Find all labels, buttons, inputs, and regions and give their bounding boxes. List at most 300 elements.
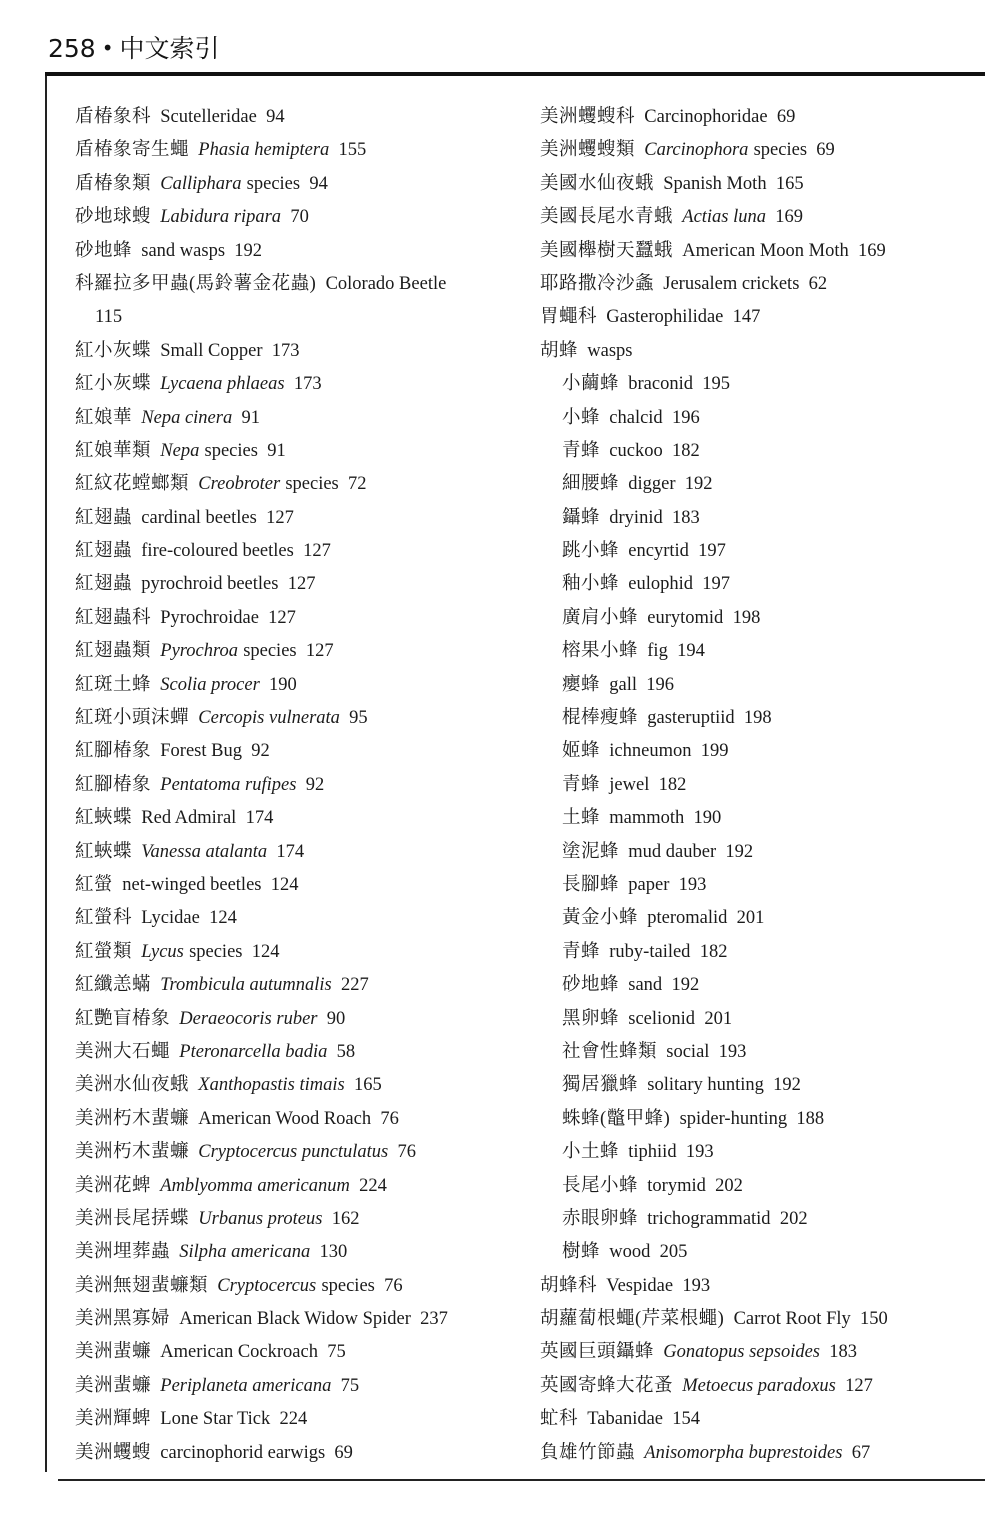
index-subentry bbox=[540, 1203, 980, 1236]
entry-page: 76 bbox=[397, 1142, 416, 1163]
entry-term-zh: 社會性蜂類 bbox=[562, 1041, 658, 1062]
entry-page: 91 bbox=[267, 440, 286, 461]
entry-term-en: American Moon Moth bbox=[682, 240, 849, 261]
entry-page: 58 bbox=[336, 1041, 356, 1062]
entry-term-zh: 紅娘華 bbox=[75, 407, 133, 428]
index-entry bbox=[75, 1203, 520, 1236]
entry-term-zh: 紅斑土蜂 bbox=[75, 674, 152, 695]
entry-page: 224 bbox=[359, 1175, 387, 1196]
entry-term-zh: 胡蜂科 bbox=[540, 1275, 598, 1296]
index-entry bbox=[540, 1403, 980, 1436]
entry-term-en: jewel bbox=[609, 774, 650, 795]
entry-page: 192 bbox=[773, 1075, 801, 1096]
entry-term-en: Lycidae bbox=[141, 908, 200, 929]
entry-term-zh: 美洲蜚蠊 bbox=[75, 1375, 152, 1396]
entry-term-zh: 長腳蜂 bbox=[562, 874, 620, 895]
entry-term-en: pyrochroid beetles bbox=[141, 574, 279, 595]
entry-term-en: mud dauber bbox=[628, 841, 717, 862]
entry-term-en: species bbox=[243, 641, 297, 662]
entry-term-zh: 榕果小蜂 bbox=[562, 641, 639, 662]
entry-page: 76 bbox=[380, 1108, 399, 1129]
entry-term-zh: 小蜂 bbox=[562, 407, 601, 428]
index-entry bbox=[75, 535, 520, 568]
entry-term-en: chalcid bbox=[609, 407, 663, 428]
entry-term-zh: 美國長尾水青蛾 bbox=[540, 207, 674, 228]
section-title: 中文索引 bbox=[119, 34, 220, 63]
index-entry bbox=[75, 1336, 520, 1369]
entry-page: 198 bbox=[743, 708, 772, 729]
index-column-left bbox=[75, 101, 520, 1470]
index-subentry bbox=[540, 502, 980, 535]
index-entry bbox=[540, 201, 980, 234]
index-subentry bbox=[540, 869, 980, 902]
entry-term-zh: 美洲蠼螋 bbox=[75, 1442, 152, 1463]
entry-page: 124 bbox=[209, 908, 237, 929]
index-entry bbox=[75, 435, 520, 468]
entry-page: 130 bbox=[319, 1242, 348, 1263]
index-entry bbox=[540, 301, 980, 334]
index-entry bbox=[75, 402, 520, 435]
page-header bbox=[48, 33, 220, 66]
index-entry bbox=[75, 101, 520, 134]
index-entry bbox=[75, 969, 520, 1002]
entry-term-en: species bbox=[753, 140, 808, 161]
entry-page: 193 bbox=[682, 1275, 711, 1296]
entry-term-en: Scutelleridae bbox=[160, 107, 257, 127]
entry-page: 76 bbox=[384, 1275, 403, 1296]
index-entry bbox=[75, 502, 520, 535]
entry-term-en: cardinal beetles bbox=[141, 507, 257, 528]
entry-term-zh: 紅腳椿象 bbox=[75, 741, 152, 762]
entry-term-zh: 紅翅蟲科 bbox=[75, 607, 152, 628]
entry-term-zh: 美洲蠼螋類 bbox=[540, 140, 636, 161]
entry-term-zh: 紅螢類 bbox=[75, 941, 133, 962]
entry-term-en: braconid bbox=[628, 374, 693, 395]
index-subentry bbox=[540, 969, 980, 1002]
entry-page: 195 bbox=[702, 374, 730, 395]
entry-term-en: Pyrochroidae bbox=[160, 607, 259, 628]
entry-page: 67 bbox=[851, 1442, 871, 1463]
index-entry bbox=[540, 268, 980, 301]
entry-term-latin: Labidura ripara bbox=[160, 207, 282, 228]
entry-term-latin: Gonatopus sepsoides bbox=[663, 1342, 821, 1363]
entry-term-zh: 美國水仙夜蛾 bbox=[540, 173, 655, 194]
entry-term-zh: 美洲埋葬蟲 bbox=[75, 1242, 171, 1263]
entry-term-en: species bbox=[321, 1275, 375, 1296]
entry-term-en: Red Admiral bbox=[141, 808, 237, 829]
index-subentry bbox=[540, 836, 980, 869]
entry-term-zh: 美洲蠼螋科 bbox=[540, 107, 636, 127]
entry-page: 72 bbox=[348, 474, 367, 495]
entry-page: 197 bbox=[702, 574, 731, 595]
entry-term-latin: Pteronarcella badia bbox=[179, 1041, 328, 1062]
entry-page: 155 bbox=[338, 140, 367, 161]
entry-term-latin: Cercopis vulnerata bbox=[198, 708, 340, 729]
entry-term-zh: 胡蘿蔔根蠅(芹菜根蠅) bbox=[540, 1309, 725, 1330]
index-subentry bbox=[540, 402, 980, 435]
entry-page: 183 bbox=[829, 1342, 858, 1363]
entry-term-en: solitary hunting bbox=[647, 1075, 764, 1096]
index-subentry bbox=[540, 1170, 980, 1203]
entry-term-en: dryinid bbox=[609, 507, 663, 528]
entry-term-latin: Cryptocercus bbox=[217, 1275, 317, 1296]
entry-term-zh: 美洲黑寡婦 bbox=[75, 1309, 171, 1330]
entry-term-zh: 蛛蜂(鼈甲蜂) bbox=[562, 1108, 671, 1129]
entry-term-en: species bbox=[189, 941, 243, 962]
entry-page: 75 bbox=[327, 1342, 346, 1363]
index-entry bbox=[75, 735, 520, 768]
index-entry bbox=[75, 134, 520, 167]
entry-term-latin: Metoecus paradoxus bbox=[682, 1375, 836, 1396]
index-entry bbox=[75, 902, 520, 935]
index-entry bbox=[540, 235, 980, 268]
index-subentry bbox=[540, 602, 980, 635]
index-subentry bbox=[540, 635, 980, 668]
entry-term-zh: 負雄竹節蟲 bbox=[540, 1442, 636, 1463]
entry-term-en: pteromalid bbox=[647, 908, 728, 929]
entry-page: 201 bbox=[704, 1008, 733, 1029]
entry-term-en: species bbox=[246, 173, 301, 194]
index-subentry bbox=[540, 936, 980, 969]
entry-page: 62 bbox=[808, 273, 828, 294]
index-subentry bbox=[540, 702, 980, 735]
entry-page: 70 bbox=[290, 207, 309, 228]
entry-page: 196 bbox=[671, 407, 700, 428]
index-entry bbox=[75, 568, 520, 601]
entry-term-en: ichneumon bbox=[609, 741, 692, 762]
page-number: 258 bbox=[48, 34, 96, 63]
entry-term-zh: 紅螢科 bbox=[75, 908, 133, 929]
entry-term-en: paper bbox=[628, 874, 670, 895]
entry-page: 150 bbox=[860, 1309, 888, 1330]
entry-term-latin: Pyrochroa bbox=[160, 641, 239, 662]
entry-page: 197 bbox=[698, 541, 726, 562]
entry-term-zh: 美洲水仙夜蛾 bbox=[75, 1075, 190, 1096]
index-entry bbox=[75, 936, 520, 969]
entry-term-latin: Scolia procer bbox=[160, 674, 260, 695]
entry-page: 183 bbox=[671, 507, 700, 528]
entry-term-en: torymid bbox=[647, 1175, 706, 1196]
entry-term-zh: 青蜂 bbox=[562, 941, 601, 962]
entry-term-zh: 虻科 bbox=[540, 1409, 579, 1430]
entry-term-en: gall bbox=[609, 674, 638, 695]
entry-term-zh: 耶路撒冷沙螽 bbox=[540, 273, 655, 294]
entry-term-zh: 黃金小蜂 bbox=[562, 908, 639, 929]
entry-term-zh: 鑷蜂 bbox=[562, 507, 601, 528]
entry-term-zh: 紅翅蟲類 bbox=[75, 641, 152, 662]
entry-term-en: scelionid bbox=[628, 1008, 696, 1029]
entry-term-zh: 英國寄蜂大花蚤 bbox=[540, 1375, 674, 1396]
entry-page: 199 bbox=[700, 741, 729, 762]
entry-term-zh: 紅小灰蝶 bbox=[75, 340, 152, 361]
index-entry bbox=[75, 1437, 520, 1470]
entry-page: 115 bbox=[95, 307, 123, 328]
entry-term-zh: 美洲朽木蜚蠊 bbox=[75, 1108, 190, 1129]
entry-page: 193 bbox=[718, 1041, 747, 1062]
index-subentry bbox=[540, 669, 980, 702]
index-entry bbox=[540, 1336, 980, 1369]
entry-term-zh: 紅蛺蝶 bbox=[75, 841, 133, 862]
entry-term-zh: 紅腳椿象 bbox=[75, 774, 152, 795]
entry-page: 202 bbox=[715, 1175, 743, 1196]
entry-page: 190 bbox=[693, 808, 722, 829]
entry-term-latin: Xanthopastis timais bbox=[198, 1075, 345, 1096]
entry-term-en: spider-hunting bbox=[679, 1108, 788, 1129]
index-entry bbox=[540, 101, 980, 134]
index-subentry bbox=[540, 902, 980, 935]
index-subentry bbox=[540, 802, 980, 835]
entry-page: 162 bbox=[331, 1208, 360, 1229]
entry-term-zh: 棍棒瘦蜂 bbox=[562, 708, 639, 729]
index-entry bbox=[75, 1003, 520, 1036]
entry-term-en: gasteruptiid bbox=[647, 708, 735, 729]
entry-term-en: American Black Widow Spider bbox=[179, 1309, 411, 1330]
index-entry bbox=[75, 1103, 520, 1136]
entry-page: 94 bbox=[266, 107, 285, 127]
index-subentry bbox=[540, 468, 980, 501]
entry-term-latin: Anisomorpha buprestoides bbox=[644, 1442, 843, 1463]
entry-term-zh: 紅小灰蝶 bbox=[75, 374, 152, 395]
entry-term-en: fire-coloured beetles bbox=[141, 541, 294, 562]
index-subentry bbox=[540, 1136, 980, 1169]
index-subentry bbox=[540, 1236, 980, 1269]
entry-term-zh: 胃蠅科 bbox=[540, 307, 598, 328]
entry-page: 224 bbox=[279, 1409, 308, 1430]
entry-page: 127 bbox=[305, 641, 334, 662]
entry-term-latin: Urbanus proteus bbox=[198, 1208, 323, 1229]
entry-term-en: fig bbox=[647, 641, 668, 662]
entry-term-zh: 砂地蜂 bbox=[75, 240, 133, 261]
entry-page: 124 bbox=[270, 874, 299, 895]
entry-page: 201 bbox=[736, 908, 765, 929]
entry-term-zh: 黑卵蜂 bbox=[562, 1008, 620, 1029]
entry-page: 202 bbox=[779, 1208, 808, 1229]
entry-term-latin: Carcinophora bbox=[644, 140, 749, 161]
index-subentry bbox=[540, 368, 980, 401]
entry-term-zh: 姬蜂 bbox=[562, 741, 601, 762]
entry-term-latin: Cryptocercus punctulatus bbox=[198, 1142, 389, 1163]
index-entry bbox=[75, 168, 520, 201]
index-entry bbox=[75, 602, 520, 635]
entry-term-en: encyrtid bbox=[628, 541, 689, 562]
index-subentry bbox=[540, 535, 980, 568]
index-entry bbox=[75, 1170, 520, 1203]
entry-term-zh: 紅娘華類 bbox=[75, 440, 152, 461]
entry-term-latin: Vanessa atalanta bbox=[141, 841, 268, 862]
entry-term-zh: 科羅拉多甲蟲(馬鈴薯金花蟲) bbox=[75, 273, 317, 294]
entry-page: 190 bbox=[269, 674, 297, 695]
index-subentry bbox=[540, 769, 980, 802]
entry-page: 169 bbox=[858, 240, 886, 261]
entry-term-zh: 跳小蜂 bbox=[562, 541, 620, 562]
entry-page: 127 bbox=[845, 1375, 873, 1396]
entry-term-zh: 紅蛺蝶 bbox=[75, 808, 133, 829]
entry-term-latin: Lycaena phlaeas bbox=[160, 374, 285, 395]
index-subentry bbox=[540, 1069, 980, 1102]
entry-term-zh: 砂地蜂 bbox=[562, 975, 620, 996]
entry-term-zh: 美洲輝蜱 bbox=[75, 1409, 152, 1430]
entry-term-en: eulophid bbox=[628, 574, 694, 595]
index-entry bbox=[75, 869, 520, 902]
index-entry bbox=[75, 1036, 520, 1069]
entry-page: 193 bbox=[678, 874, 707, 895]
entry-page: 90 bbox=[326, 1008, 346, 1029]
entry-term-zh: 青蜂 bbox=[562, 440, 601, 461]
entry-term-zh: 美洲大石蠅 bbox=[75, 1041, 171, 1062]
entry-page: 127 bbox=[287, 574, 316, 595]
entry-term-latin: Lycus bbox=[141, 941, 184, 962]
entry-term-zh: 青蜂 bbox=[562, 774, 601, 795]
entry-term-en: eurytomid bbox=[647, 607, 724, 628]
frame-bottom-border bbox=[58, 1479, 985, 1481]
entry-term-en: trichogrammatid bbox=[647, 1208, 771, 1229]
entry-term-en: tiphiid bbox=[628, 1142, 677, 1163]
entry-term-latin: Phasia hemiptera bbox=[198, 140, 330, 161]
entry-page: 196 bbox=[646, 674, 675, 695]
entry-term-en: American Wood Roach bbox=[198, 1108, 372, 1129]
entry-page: 95 bbox=[349, 708, 368, 729]
entry-term-zh: 盾椿象類 bbox=[75, 173, 152, 194]
entry-page: 192 bbox=[234, 240, 263, 261]
entry-term-zh: 紅翅蟲 bbox=[75, 574, 133, 595]
entry-page: 193 bbox=[685, 1142, 714, 1163]
entry-term-en: Carrot Root Fly bbox=[733, 1309, 851, 1330]
index-entry bbox=[540, 1270, 980, 1303]
entry-term-latin: Creobroter bbox=[198, 474, 281, 495]
entry-term-zh: 廣肩小蜂 bbox=[562, 607, 639, 628]
index-entry bbox=[75, 1236, 520, 1269]
entry-term-zh: 美洲無翅蜚蠊類 bbox=[75, 1275, 209, 1296]
index-entry bbox=[540, 1303, 980, 1336]
entry-term-en: Lone Star Tick bbox=[160, 1409, 271, 1430]
entry-term-en: Tabanidae bbox=[587, 1409, 664, 1430]
entry-term-en: wasps bbox=[587, 340, 633, 361]
index-entry bbox=[540, 1437, 980, 1470]
index-entry bbox=[75, 235, 520, 268]
index-entry bbox=[540, 168, 980, 201]
index-entry bbox=[75, 802, 520, 835]
entry-page: 169 bbox=[775, 207, 804, 228]
entry-page: 92 bbox=[251, 741, 270, 762]
index-entry bbox=[75, 1403, 520, 1436]
index-entry bbox=[75, 468, 520, 501]
index-entry bbox=[75, 1136, 520, 1169]
entry-term-en: species bbox=[204, 440, 258, 461]
entry-page: 188 bbox=[796, 1108, 825, 1129]
entry-term-zh: 長尾小蜂 bbox=[562, 1175, 639, 1196]
entry-term-en: Vespidae bbox=[606, 1275, 674, 1296]
entry-term-zh: 美洲長尾挵蝶 bbox=[75, 1208, 190, 1229]
entry-page: 91 bbox=[241, 407, 260, 428]
entry-term-zh: 英國巨頭鑷蜂 bbox=[540, 1342, 655, 1363]
entry-term-zh: 美洲蜚蠊 bbox=[75, 1342, 152, 1363]
entry-term-latin: Calliphara bbox=[160, 173, 242, 194]
entry-page: 182 bbox=[699, 941, 728, 962]
header-bullet: • bbox=[101, 36, 114, 60]
entry-term-en: social bbox=[666, 1041, 710, 1062]
index-entry bbox=[540, 335, 980, 368]
entry-term-zh: 癭蜂 bbox=[562, 674, 601, 695]
entry-term-latin: Actias luna bbox=[682, 207, 767, 228]
entry-term-zh: 樹蜂 bbox=[562, 1242, 601, 1263]
index-entry bbox=[75, 635, 520, 668]
index-entry bbox=[75, 836, 520, 869]
entry-term-zh: 紅纖恙蟎 bbox=[75, 975, 152, 996]
entry-term-en: Small Copper bbox=[160, 340, 263, 361]
entry-term-latin: Pentatoma rufipes bbox=[160, 774, 297, 795]
entry-page: 182 bbox=[671, 440, 700, 461]
index-subentry bbox=[540, 1003, 980, 1036]
entry-term-en: Gasterophilidae bbox=[606, 307, 724, 328]
entry-term-en: carcinophorid earwigs bbox=[160, 1442, 326, 1463]
entry-page: 124 bbox=[251, 941, 280, 962]
index-entry bbox=[75, 1370, 520, 1403]
entry-page: 154 bbox=[672, 1409, 701, 1430]
index-entry bbox=[75, 368, 520, 401]
index-subentry bbox=[540, 1036, 980, 1069]
entry-term-latin: Deraeocoris ruber bbox=[179, 1008, 318, 1029]
entry-page: 192 bbox=[684, 474, 713, 495]
entry-term-zh: 紅翅蟲 bbox=[75, 541, 133, 562]
entry-term-zh: 美洲花蜱 bbox=[75, 1175, 152, 1196]
entry-term-zh: 美洲朽木蜚蠊 bbox=[75, 1142, 190, 1163]
entry-term-zh: 塗泥蜂 bbox=[562, 841, 620, 862]
entry-page: 92 bbox=[305, 774, 325, 795]
entry-page: 227 bbox=[341, 975, 369, 996]
entry-page: 194 bbox=[677, 641, 705, 662]
entry-term-zh: 紅艷盲椿象 bbox=[75, 1008, 171, 1029]
entry-term-zh: 細腰蜂 bbox=[562, 474, 620, 495]
entry-term-zh: 盾椿象寄生蠅 bbox=[75, 140, 190, 161]
entry-term-latin: Nepa bbox=[160, 440, 200, 461]
index-entry bbox=[75, 769, 520, 802]
entry-page: 75 bbox=[340, 1375, 360, 1396]
entry-term-zh: 紅斑小頭沫蟬 bbox=[75, 708, 190, 729]
index-entry bbox=[75, 335, 520, 368]
entry-term-zh: 紅螢 bbox=[75, 874, 114, 895]
entry-term-latin: Amblyomma americanum bbox=[160, 1175, 350, 1196]
header-rule bbox=[45, 72, 985, 76]
index-entry bbox=[540, 1370, 980, 1403]
entry-term-en: Forest Bug bbox=[160, 741, 242, 762]
entry-term-en: Jerusalem crickets bbox=[663, 273, 800, 294]
entry-page: 205 bbox=[659, 1242, 688, 1263]
entry-term-en: sand bbox=[628, 975, 663, 996]
index-entry bbox=[75, 268, 520, 301]
entry-page: 165 bbox=[354, 1075, 382, 1096]
index-entry bbox=[540, 134, 980, 167]
entry-term-latin: Nepa cinera bbox=[141, 407, 233, 428]
entry-term-en: wood bbox=[609, 1242, 651, 1263]
index-subentry bbox=[540, 435, 980, 468]
entry-term-en: Spanish Moth bbox=[663, 173, 767, 194]
entry-page: 173 bbox=[293, 374, 322, 395]
entry-term-latin: Silpha americana bbox=[179, 1242, 311, 1263]
entry-page: 69 bbox=[776, 107, 796, 127]
entry-term-zh: 盾椿象科 bbox=[75, 107, 152, 127]
index-subentry bbox=[540, 1103, 980, 1136]
index-entry bbox=[75, 1270, 520, 1303]
entry-page: 173 bbox=[271, 340, 300, 361]
entry-term-en: American Cockroach bbox=[160, 1342, 318, 1363]
entry-term-en: Colorado Beetle bbox=[325, 273, 447, 294]
entry-page: 182 bbox=[658, 774, 687, 795]
entry-term-zh: 砂地球螋 bbox=[75, 207, 152, 228]
entry-term-zh: 小土蜂 bbox=[562, 1142, 620, 1163]
entry-term-en: ruby-tailed bbox=[609, 941, 691, 962]
entry-page: 69 bbox=[816, 140, 835, 161]
entry-term-zh: 小繭蜂 bbox=[562, 374, 620, 395]
